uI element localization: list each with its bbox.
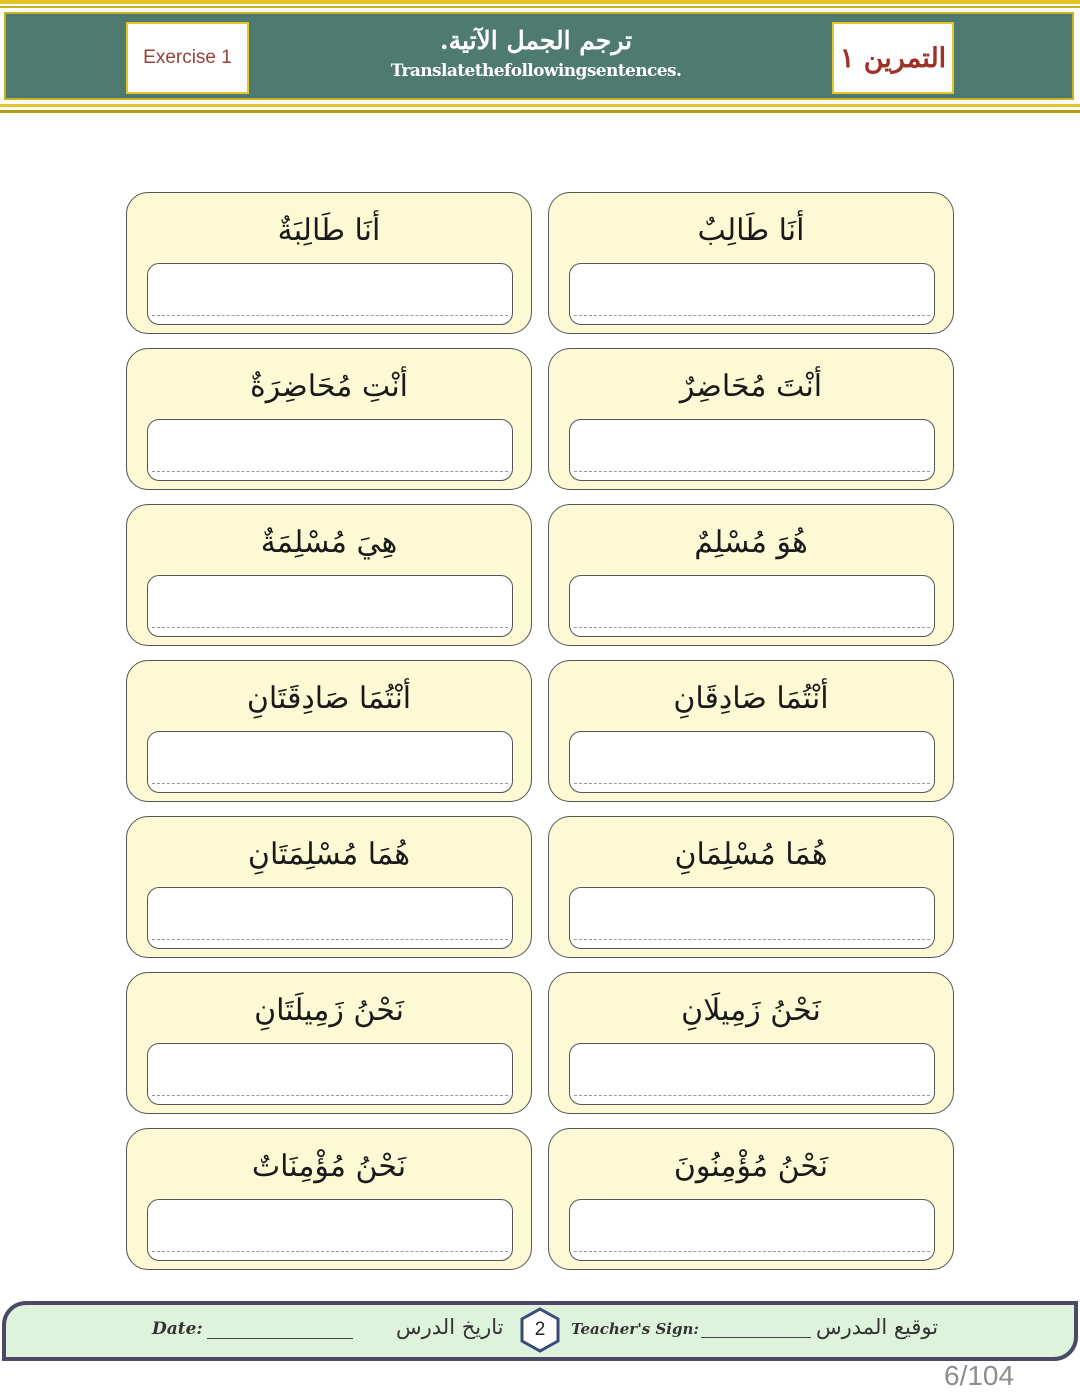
arabic-sentence: أنْتِ مُحَاضِرَةٌ	[250, 369, 408, 404]
translation-answer-field[interactable]	[569, 887, 935, 949]
translation-answer-field[interactable]	[569, 731, 935, 793]
arabic-sentence: نَحْنُ مُؤْمِنُونَ	[673, 1149, 829, 1184]
translation-answer-field[interactable]	[147, 1043, 513, 1105]
sentence-card	[126, 816, 532, 958]
translation-answer-field[interactable]	[147, 263, 513, 325]
lesson-number: 2	[534, 1319, 546, 1340]
date-field	[152, 1319, 353, 1339]
teacher-sign-line[interactable]	[701, 1319, 811, 1338]
exercise-label-ar: التمرين ١	[839, 42, 947, 74]
exercise-tag-en	[126, 22, 249, 94]
header-banner	[4, 12, 1074, 100]
sentence-card	[126, 660, 532, 802]
arabic-sentence: أنَا طَالِبٌ	[697, 213, 805, 248]
bottom-gold-rule-thin	[0, 110, 1080, 113]
translation-answer-field[interactable]	[569, 575, 935, 637]
instruction-english: Translatethefollowingsentences.	[390, 61, 682, 81]
sentence-card	[548, 504, 954, 646]
sentence-card	[548, 816, 954, 958]
arabic-sentence: أنْتُمَا صَادِقَانِ	[673, 681, 829, 716]
arabic-sentence: هُمَا مُسْلِمَتَانِ	[247, 837, 411, 872]
translation-answer-field[interactable]	[147, 731, 513, 793]
exercise-grid	[126, 192, 954, 1270]
bottom-gold-rule	[0, 104, 1080, 107]
teacher-sign-label-arabic: توقيع المدرس	[816, 1315, 939, 1339]
arabic-sentence: أنْتَ مُحَاضِرٌ	[679, 369, 823, 404]
top-gold-rule-thin	[0, 6, 1080, 8]
exercise-label-en: Exercise 1	[143, 47, 232, 68]
translation-answer-field[interactable]	[569, 419, 935, 481]
sentence-card	[126, 192, 532, 334]
instruction-arabic: ترجم الجمل الآتية.	[439, 26, 633, 55]
instruction-title	[306, 24, 766, 84]
arabic-sentence: أنَا طَالِبَةٌ	[277, 213, 381, 248]
teacher-sign-label: Teacher's Sign:	[571, 1320, 699, 1338]
arabic-sentence: نَحْنُ زَمِيلَتَانِ	[254, 993, 404, 1028]
sentence-card	[126, 348, 532, 490]
arabic-sentence: هُمَا مُسْلِمَانِ	[674, 837, 828, 872]
translation-answer-field[interactable]	[569, 1199, 935, 1261]
arabic-sentence: أنْتُمَا صَادِقَتَانِ	[246, 681, 412, 716]
translation-answer-field[interactable]	[147, 419, 513, 481]
sentence-card	[126, 1128, 532, 1270]
translation-answer-field[interactable]	[147, 887, 513, 949]
arabic-sentence: نَحْنُ مُؤْمِنَاتٌ	[251, 1149, 407, 1184]
arabic-sentence: هِيَ مُسْلِمَةٌ	[260, 525, 398, 560]
translation-answer-field[interactable]	[147, 575, 513, 637]
date-line[interactable]	[207, 1320, 353, 1339]
arabic-sentence: نَحْنُ زَمِيلَانِ	[681, 993, 821, 1028]
translation-answer-field[interactable]	[569, 1043, 935, 1105]
translation-answer-field[interactable]	[569, 263, 935, 325]
page-number: 6/104	[944, 1360, 1015, 1391]
teacher-sign-field	[571, 1319, 811, 1338]
sentence-card	[548, 1128, 954, 1270]
sentence-card	[548, 348, 954, 490]
sentence-card	[126, 972, 532, 1114]
sentence-card	[548, 192, 954, 334]
sentence-card	[126, 504, 532, 646]
date-label-arabic: تاريخ الدرس	[396, 1315, 504, 1339]
exercise-tag-ar	[832, 22, 954, 94]
arabic-sentence: هُوَ مُسْلِمٌ	[694, 525, 808, 560]
sentence-card	[548, 972, 954, 1114]
top-gold-rule	[0, 0, 1080, 4]
translation-answer-field[interactable]	[147, 1199, 513, 1261]
sentence-card	[548, 660, 954, 802]
date-label: Date:	[152, 1319, 203, 1339]
